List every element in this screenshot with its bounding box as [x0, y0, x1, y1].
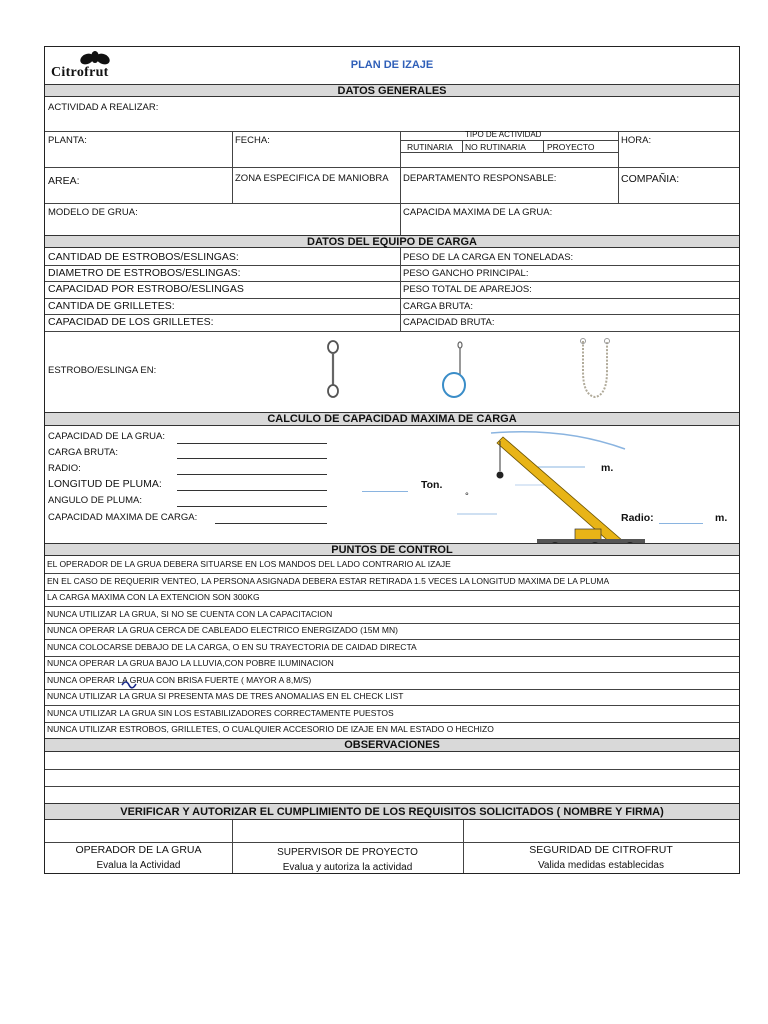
modelo-grua-label: MODELO DE GRUA:	[48, 207, 138, 218]
sling-choker-icon	[438, 341, 478, 401]
control-point: NUNCA UTILIZAR ESTROBOS, GRILLETES, O CUALQUIER ACCESORIO DE IZAJE EN MAL ESTADO O HECHIZO	[47, 724, 494, 734]
control-point: NUNCA OPERAR LA GRUA CERCA DE CABLEADO ELECTRICO ENERGIZADO (15M MN)	[47, 625, 398, 635]
option-no-rutinaria[interactable]: NO RUTINARIA	[465, 142, 526, 152]
radio-m2-label: m.	[715, 512, 728, 524]
planta-label: PLANTA:	[48, 135, 87, 146]
ton-label: Ton.	[421, 479, 443, 491]
logo-text: Citrofrut	[51, 65, 109, 80]
firma-seguridad-role: SEGURIDAD DE CITROFRUT	[529, 844, 673, 856]
tipo-actividad-label: TIPO DE ACTIVIDAD	[465, 130, 542, 139]
equipo-left-1: DIAMETRO DE ESTROBOS/ESLINGAS:	[48, 267, 241, 279]
equipo-right-0: PESO DE LA CARGA EN TONELADAS:	[403, 252, 574, 263]
control-point: LA CARGA MAXIMA CON LA EXTENCION SON 300KG	[47, 592, 260, 602]
crane-diagram	[445, 429, 645, 547]
equipo-right-2: PESO TOTAL DE APAREJOS:	[403, 284, 532, 295]
equipo-right-3: CARGA BRUTA:	[403, 301, 474, 312]
area-label: AREA:	[48, 175, 80, 187]
equipo-right-1: PESO GANCHO PRINCIPAL:	[403, 268, 529, 279]
fecha-label: FECHA:	[235, 135, 270, 146]
control-point: NUNCA COLOCARSE DEBAJO DE LA CARGA, O EN SU TRAYECTORIA DE CAIDAD DIRECTA	[47, 642, 417, 652]
equipo-left-3: CANTIDA DE GRILLETES:	[48, 300, 175, 312]
lifting-plan-form	[44, 46, 740, 874]
calculo-field-1: CARGA BRUTA:	[48, 447, 119, 458]
control-point: EL OPERADOR DE LA GRUA DEBERA SITUARSE EN LOS MANDOS DEL LADO CONTRARIO AL IZAJE	[47, 559, 451, 569]
option-rutinaria[interactable]: RUTINARIA	[407, 142, 453, 152]
firma-supervisor-role: SUPERVISOR DE PROYECTO	[277, 847, 418, 858]
compania-label: COMPAÑIA:	[621, 173, 680, 185]
equipo-left-0: CANTIDAD DE ESTROBOS/ESLINGAS:	[48, 251, 239, 263]
firma-operador-desc: Evalua la Actividad	[96, 860, 181, 871]
calculo-field-0: CAPACIDAD DE LA GRUA:	[48, 431, 166, 442]
control-point: NUNCA OPERAR LA GRUA BAJO LA LLUVIA,CON POBRE ILUMINACION	[47, 658, 334, 668]
section-datos-generales: DATOS GENERALES	[45, 84, 739, 97]
calculo-field-4: ANGULO DE PLUMA:	[48, 495, 142, 506]
section-puntos: PUNTOS DE CONTROL	[45, 543, 739, 556]
section-observaciones: OBSERVACIONES	[45, 738, 739, 752]
control-point: NUNCA OPERAR LA GRUA CON BRISA FUERTE ( MAYOR A 8,M/S)	[47, 675, 312, 685]
firma-seguridad-desc: Valida medidas establecidas	[537, 860, 664, 871]
section-datos-equipo: DATOS DEL EQUIPO DE CARGA	[45, 235, 739, 248]
firma-operador-role: OPERADOR DE LA GRUA	[75, 844, 202, 856]
angle-slot	[457, 513, 497, 515]
equipo-left-4: CAPACIDAD DE LOS GRILLETES:	[48, 316, 214, 328]
actividad-label: ACTIVIDAD A REALIZAR:	[48, 102, 159, 113]
control-point: NUNCA UTILIZAR LA GRUA SIN LOS ESTABILIZADORES CORRECTAMENTE PUESTOS	[47, 708, 394, 718]
hora-label: HORA:	[621, 135, 652, 146]
calculo-field-2: RADIO:	[48, 463, 81, 474]
form-title: PLAN DE IZAJE	[350, 59, 434, 71]
firma-supervisor-desc: Evalua y autoriza la actividad	[282, 862, 413, 873]
chain-basket-icon	[575, 337, 615, 401]
zona-label: ZONA ESPECIFICA DE MANIOBRA	[235, 173, 389, 184]
control-point: EN EL CASO DE REQUERIR VENTEO, LA PERSONA ASIGNADA DEBERA ESTAR RETIRADA 1.5 VECES LA LONGITUD MAXIMA DE LA PLUMA	[47, 576, 610, 586]
estrobo-label: ESTROBO/ESLINGA EN:	[48, 365, 157, 376]
capacidad-maxima-grua-label: CAPACIDA MAXIMA DE LA GRUA:	[403, 207, 553, 218]
calculo-field-3: LONGITUD DE PLUMA:	[48, 478, 162, 490]
sling-vertical-icon	[318, 339, 348, 399]
calculo-field-5: CAPACIDAD MAXIMA DE CARGA:	[48, 512, 198, 523]
departamento-label: DEPARTAMENTO RESPONSABLE:	[403, 173, 557, 184]
tipo-actividad-options	[401, 140, 618, 153]
section-calculo: CALCULO DE CAPACIDAD MAXIMA DE CARGA	[45, 412, 739, 426]
crane-boom	[497, 437, 623, 545]
equipo-right-4: CAPACIDAD BRUTA:	[403, 317, 495, 328]
radio-m-label: m.	[601, 462, 614, 474]
ink-mark-icon	[121, 679, 137, 691]
control-point: NUNCA UTILIZAR LA GRUA SI PRESENTA MAS DE TRES ANOMALIAS EN EL CHECK LIST	[47, 691, 404, 701]
hook-icon	[497, 472, 504, 479]
option-proyecto[interactable]: PROYECTO	[547, 142, 595, 152]
control-point: NUNCA UTILIZAR LA GRUA, SI NO SE CUENTA CON LA CAPACITACION	[47, 609, 333, 619]
radio-label: Radio:	[621, 512, 654, 524]
section-verificar: VERIFICAR Y AUTORIZAR EL CUMPLIMIENTO DE LOS REQUISITOS SOLICITADOS ( NOMBRE Y FIRMA)	[45, 803, 739, 820]
equipo-left-2: CAPACIDAD POR ESTROBO/ESLINGAS	[48, 283, 244, 295]
angle-degree-label: °	[465, 491, 469, 502]
